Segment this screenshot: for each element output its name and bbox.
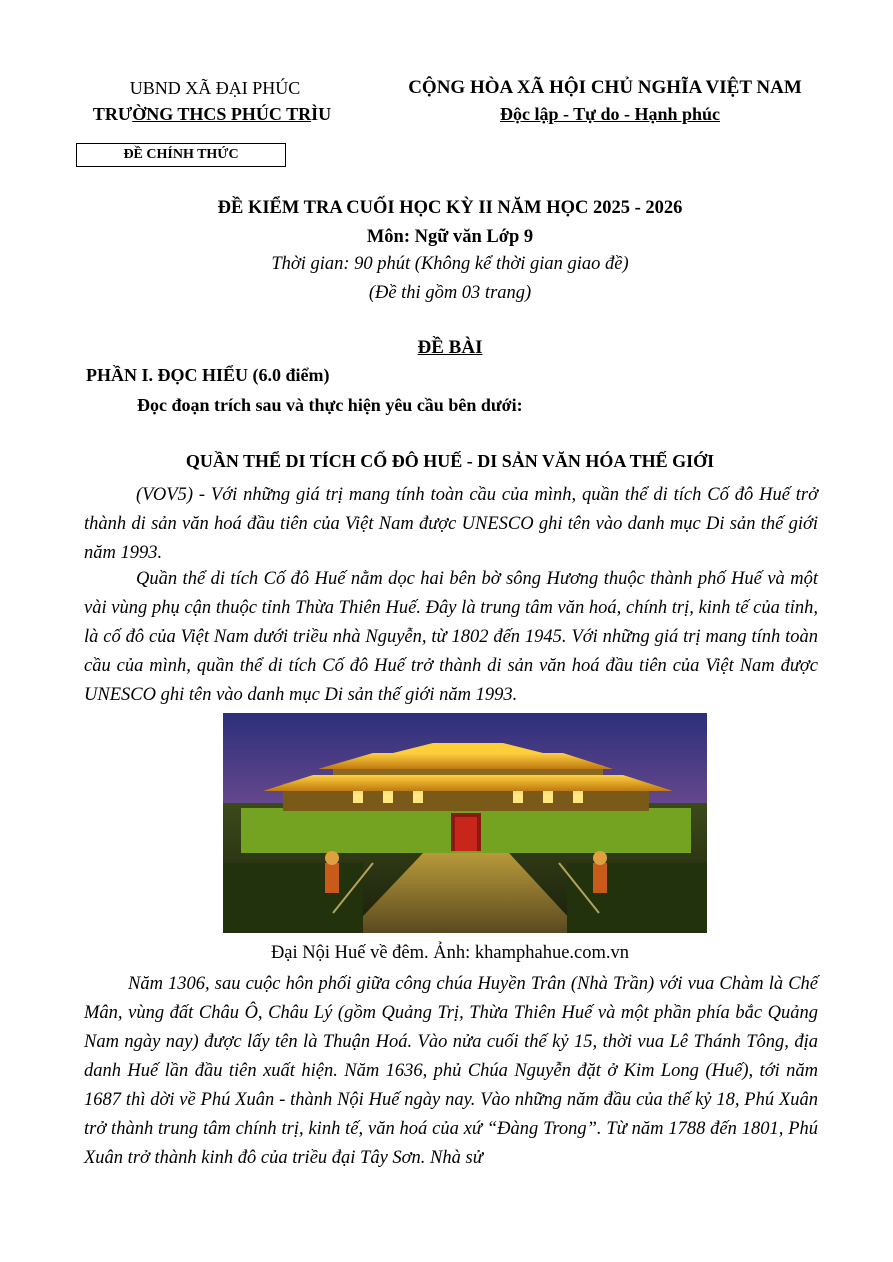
passage-title: QUẦN THỂ DI TÍCH CỐ ĐÔ HUẾ - DI SẢN VĂN HÓA THẾ GIỚI: [185, 451, 715, 471]
exam-title: ĐỀ KIỂM TRA CUỐI HỌC KỲ II NĂM HỌC 2025 - 2026: [217, 198, 683, 218]
section-heading: ĐỀ BÀI: [417, 337, 483, 358]
official-exam-label: ĐỀ CHÍNH THỨC: [76, 143, 286, 167]
exam-subject: Môn: Ngữ văn Lớp 9: [366, 227, 534, 247]
hue-citadel-night-photo: [223, 713, 707, 933]
passage-paragraph-2: Quần thể di tích Cố đô Huế nằm dọc hai bên bờ sông Hương thuộc thành phố Huế và một vài vùng phụ cận thuộc tỉnh Thừa Thiên Huế. Đây là trung tâm văn hoá, chính trị, kinh tế của tỉnh, là cố đô của Việt Nam dưới triều nhà Nguyễn, từ 1802 đến 1945. Với những giá trị mang tính toàn cầu của mình, quần thể di tích Cố đô Huế trở thành di sản văn hoá đầu tiên của Việt Nam được UNESCO ghi tên vào danh mục Di sản thế giới năm 1993.: [84, 569, 818, 705]
photo-caption: Đại Nội Huế về đêm. Ảnh: khamphahue.com.vn: [270, 943, 630, 963]
school-name: [72, 104, 352, 125]
authority-name: UBND XÃ ĐẠI PHÚC: [129, 78, 301, 98]
passage-paragraph-3: Năm 1306, sau cuộc hôn phối giữa công chúa Huyền Trân (Nhà Trần) với vua Chàm là Chế Mân, vùng đất Châu Ô, Châu Lý (gồm Quảng Trị, Thừa Thiên Huế và một phần phía bắc Quảng Nam ngày nay) được lấy tên là Thuận Hoá. Vào nửa cuối thế kỷ 15, thời vua Lê Thánh Tông, địa danh Huế lần đầu tiên xuất hiện. Năm 1636, phủ Chúa Nguyễn đặt ở Kim Long (Huế), tới năm 1687 thì dời về Phú Xuân - thành Nội Huế ngày nay. Vào những năm đầu của thế kỷ 18, Phú Xuân trở thành trung tâm chính trị, kinh tế, văn hoá của xứ “Đàng Trong”. Từ năm 1788 đến 1801, Phú Xuân trở thành kinh đô của triều đại Tây Sơn. Nhà sử: [84, 974, 818, 1168]
school-name-part-3: ÌU: [311, 104, 332, 124]
passage-paragraph-1: (VOV5) - Với những giá trị mang tính toàn cầu của mình, quần thể di tích Cố đô Huế trở thành di sản văn hoá đầu tiên của Việt Nam được UNESCO ghi tên vào danh mục Di sản thế giới năm 1993.: [84, 485, 818, 563]
reading-instruction: Đọc đoạn trích sau và thực hiện yêu cầu bên dưới:: [137, 395, 523, 415]
country-name: CỘNG HÒA XÃ HỘI CHỦ NGHĨA VIỆT NAM: [408, 77, 802, 98]
school-name-part-2: ỜNG THCS PHÚC TR: [132, 104, 312, 124]
country-motto: Độc lập - Tự do - Hạnh phúc: [499, 104, 721, 124]
exam-time: Thời gian: 90 phút (Không kể thời gian giao đề): [271, 254, 629, 274]
part1-heading: PHẦN I. ĐỌC HIỂU (6.0 điểm): [86, 365, 330, 385]
school-name-part-1: TRƯ: [92, 104, 133, 124]
exam-page-count: (Đề thi gồm 03 trang): [368, 283, 532, 303]
